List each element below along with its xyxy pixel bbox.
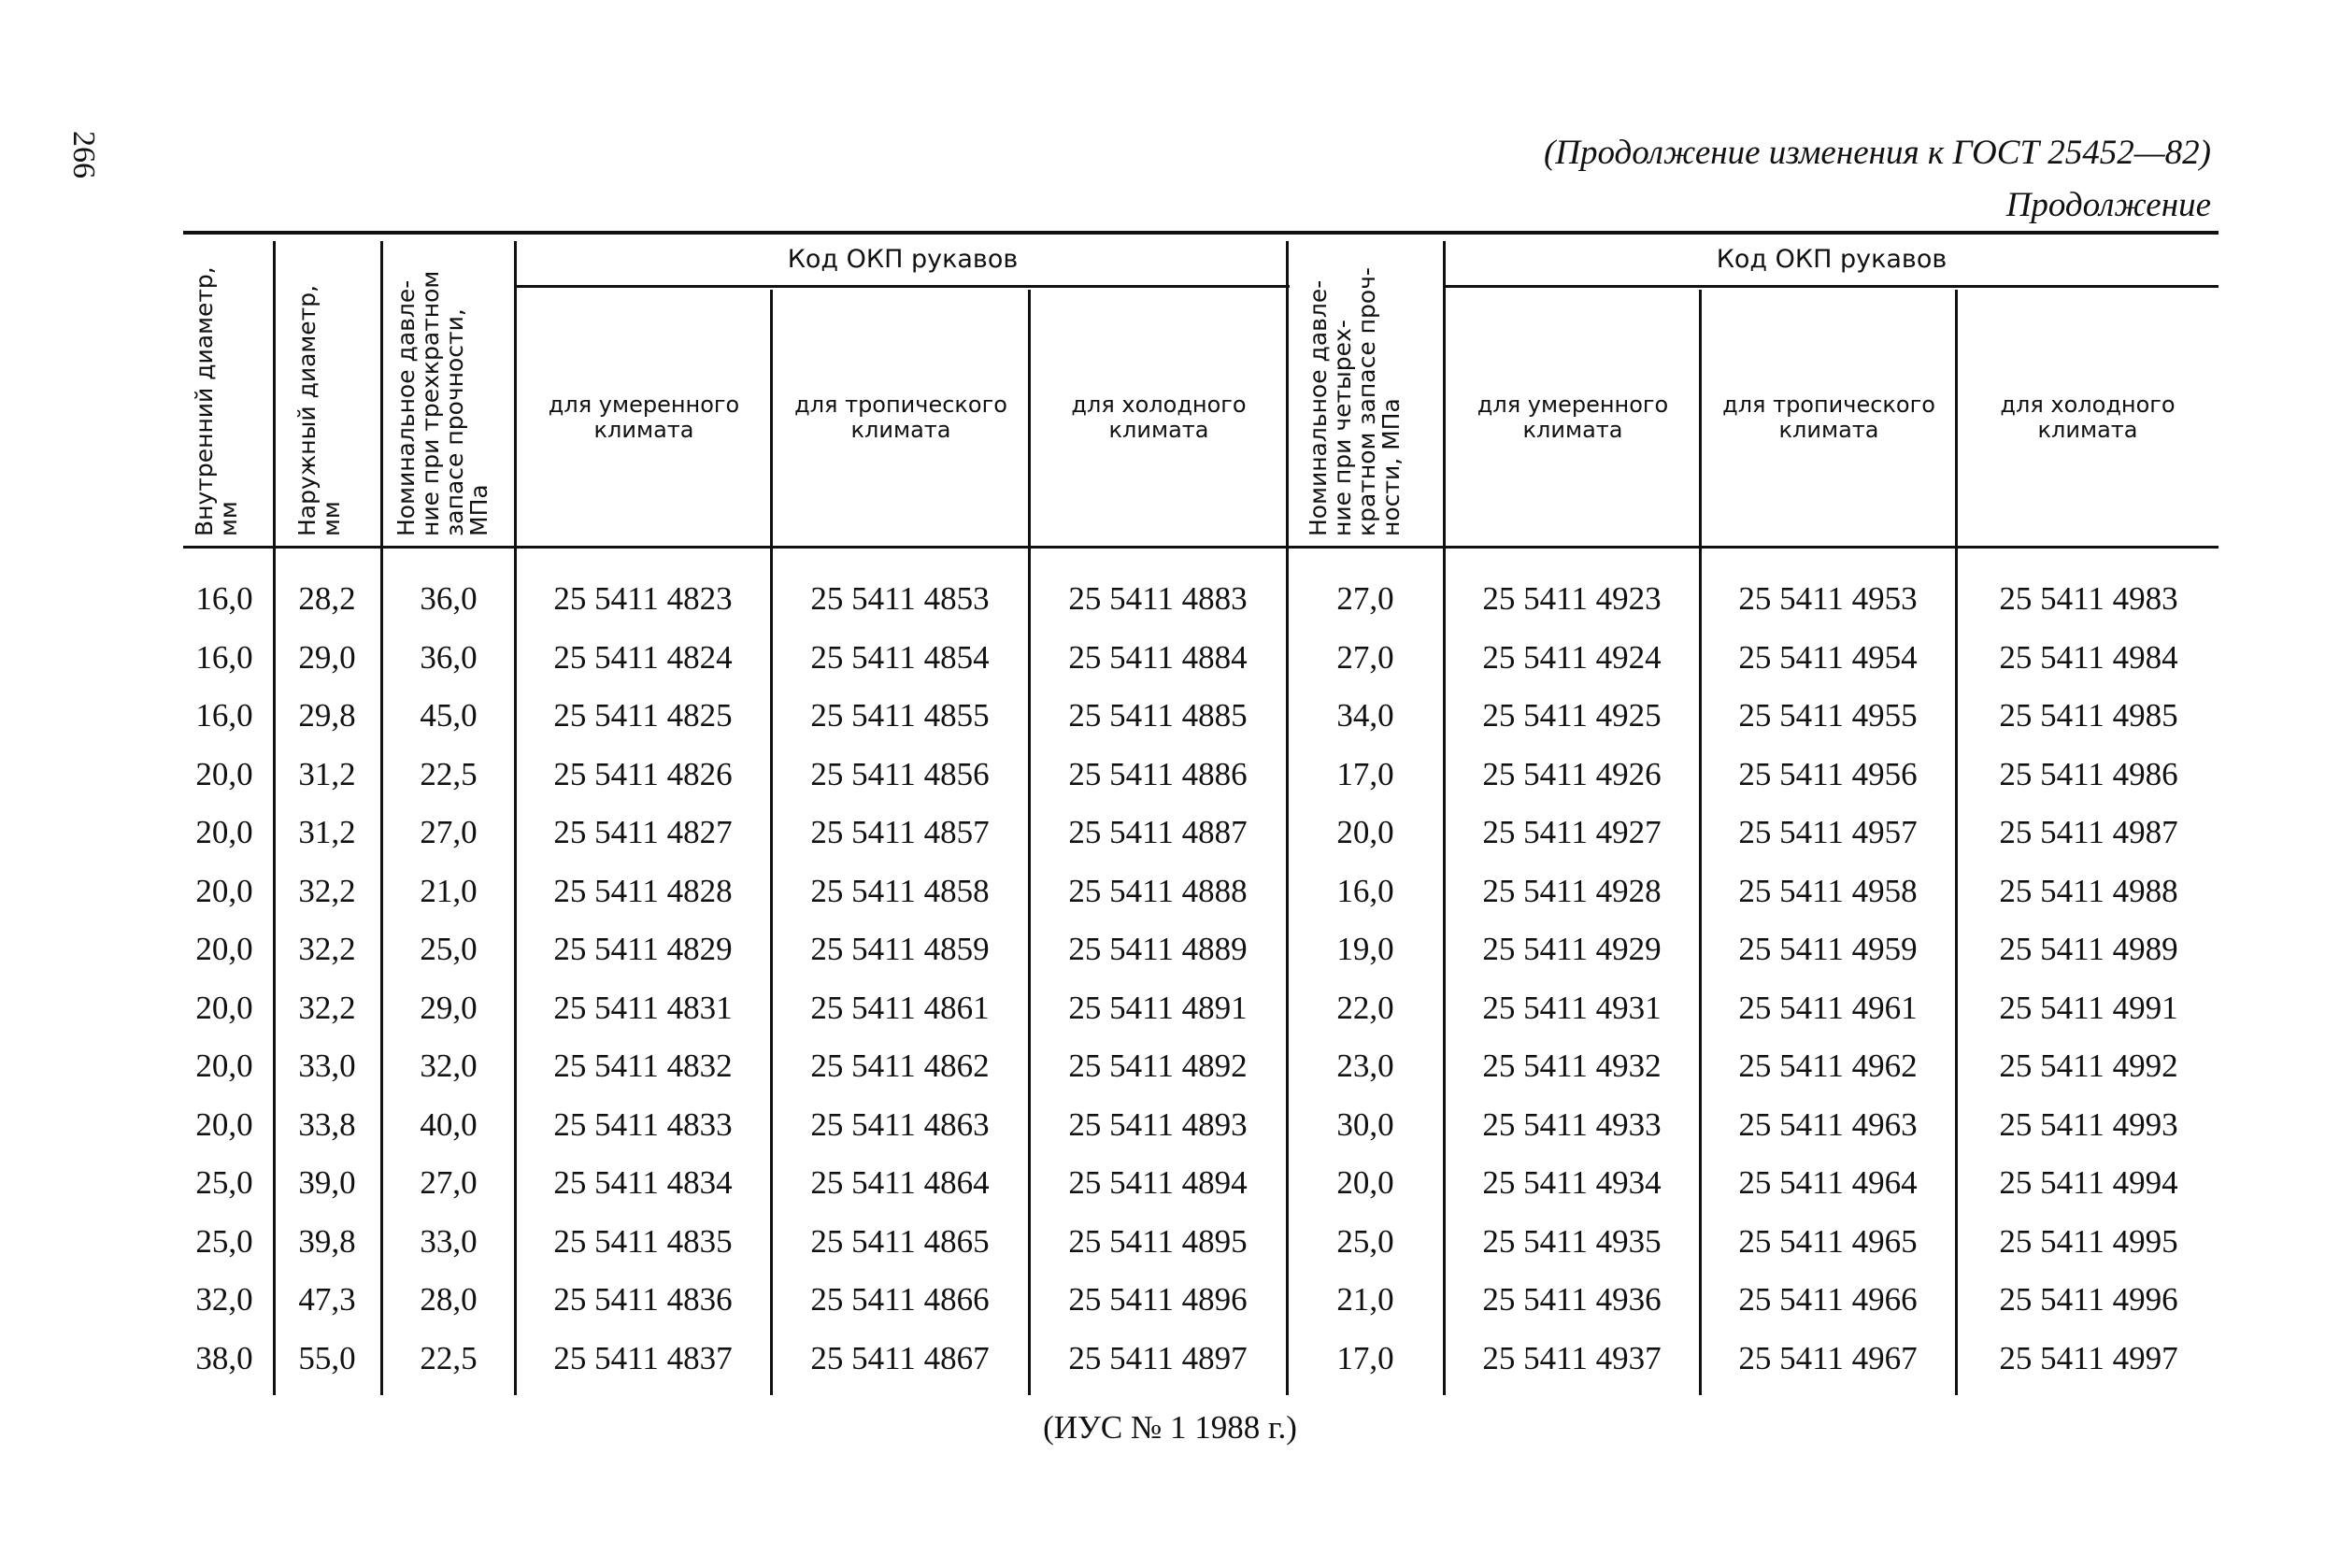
header-okp-group-1: Код ОКП рукавов <box>787 245 1019 274</box>
cell-inner-diameter: 32,0 <box>195 1281 253 1318</box>
cell-outer-diameter: 47,3 <box>298 1281 356 1318</box>
cell-okp-cold-4x: 25 5411 4996 <box>1999 1281 2178 1318</box>
cell-okp-cold-3x: 25 5411 4891 <box>1068 989 1248 1026</box>
cell-okp-tropical-4x: 25 5411 4965 <box>1738 1222 1918 1260</box>
cell-pressure-3x: 45,0 <box>420 697 478 734</box>
cell-okp-cold-4x: 25 5411 4994 <box>1999 1164 2178 1201</box>
header-outer-diameter: Наружный диаметр, мм <box>293 284 345 536</box>
table-row <box>0 1037 2340 1095</box>
cell-outer-diameter: 32,2 <box>298 931 356 967</box>
cell-okp-tropical-4x: 25 5411 4957 <box>1738 814 1918 850</box>
cell-okp-tropical-4x: 25 5411 4967 <box>1738 1339 1918 1376</box>
cell-okp-temperate-3x: 25 5411 4836 <box>553 1281 733 1318</box>
table-row <box>0 1096 2340 1154</box>
header-inner-diameter: Внутренний диаметр, мм <box>191 266 242 536</box>
cell-okp-temperate-4x: 25 5411 4937 <box>1482 1339 1662 1376</box>
cell-okp-tropical-4x: 25 5411 4966 <box>1738 1281 1918 1318</box>
cell-inner-diameter: 20,0 <box>195 814 253 850</box>
cell-pressure-4x: 34,0 <box>1336 697 1394 734</box>
cell-okp-temperate-3x: 25 5411 4825 <box>553 697 733 734</box>
cell-outer-diameter: 31,2 <box>298 814 356 850</box>
cell-outer-diameter: 39,0 <box>298 1164 356 1201</box>
cell-okp-temperate-3x: 25 5411 4827 <box>553 814 733 850</box>
cell-pressure-3x: 22,5 <box>420 1339 478 1376</box>
cell-pressure-4x: 19,0 <box>1336 931 1394 967</box>
group2-sub-rule <box>1445 285 2219 288</box>
cell-okp-temperate-3x: 25 5411 4823 <box>553 580 733 617</box>
cell-pressure-3x: 40,0 <box>420 1105 478 1143</box>
cell-okp-temperate-3x: 25 5411 4834 <box>553 1164 733 1201</box>
cell-okp-cold-3x: 25 5411 4893 <box>1068 1105 1248 1143</box>
cell-inner-diameter: 25,0 <box>195 1164 253 1201</box>
cell-okp-tropical-4x: 25 5411 4954 <box>1738 638 1918 676</box>
cell-okp-tropical-3x: 25 5411 4862 <box>810 1048 990 1084</box>
cell-pressure-4x: 21,0 <box>1336 1281 1394 1318</box>
cell-okp-temperate-4x: 25 5411 4936 <box>1482 1281 1662 1318</box>
cell-outer-diameter: 55,0 <box>298 1339 356 1376</box>
table-row <box>0 1213 2340 1271</box>
cell-okp-temperate-3x: 25 5411 4826 <box>553 755 733 792</box>
cell-okp-temperate-4x: 25 5411 4924 <box>1482 638 1662 676</box>
cell-okp-temperate-3x: 25 5411 4831 <box>553 989 733 1026</box>
cell-okp-cold-3x: 25 5411 4885 <box>1068 697 1248 734</box>
cell-okp-cold-3x: 25 5411 4895 <box>1068 1222 1248 1260</box>
header-pressure-4x: Номинальное давле- ние при четырех- кратном запасе проч- ности, МПа <box>1305 267 1405 536</box>
table-row <box>0 920 2340 978</box>
cell-okp-tropical-3x: 25 5411 4865 <box>810 1222 990 1260</box>
header-cold-2: для холодного климата <box>2000 392 2176 443</box>
cell-inner-diameter: 16,0 <box>195 638 253 676</box>
cell-inner-diameter: 20,0 <box>195 1048 253 1084</box>
cell-okp-cold-4x: 25 5411 4989 <box>1999 931 2178 967</box>
page-number: 266 <box>66 131 101 178</box>
cell-pressure-4x: 20,0 <box>1336 814 1394 850</box>
cell-outer-diameter: 28,2 <box>298 580 356 617</box>
document-title: (Продолжение изменения к ГОСТ 25452—82) <box>1543 134 2211 172</box>
table-row <box>0 862 2340 920</box>
cell-okp-temperate-4x: 25 5411 4923 <box>1482 580 1662 617</box>
cell-inner-diameter: 20,0 <box>195 1105 253 1143</box>
cell-outer-diameter: 31,2 <box>298 755 356 792</box>
cell-okp-temperate-3x: 25 5411 4829 <box>553 931 733 967</box>
cell-okp-cold-4x: 25 5411 4995 <box>1999 1222 2178 1260</box>
cell-okp-temperate-4x: 25 5411 4931 <box>1482 989 1662 1026</box>
cell-okp-cold-4x: 25 5411 4985 <box>1999 697 2178 734</box>
footer-note: (ИУС № 1 1988 г.) <box>1043 1409 1297 1446</box>
cell-pressure-4x: 16,0 <box>1336 872 1394 909</box>
cell-pressure-4x: 25,0 <box>1336 1222 1394 1260</box>
cell-okp-tropical-4x: 25 5411 4963 <box>1738 1105 1918 1143</box>
cell-inner-diameter: 16,0 <box>195 697 253 734</box>
cell-okp-cold-3x: 25 5411 4894 <box>1068 1164 1248 1201</box>
cell-pressure-4x: 30,0 <box>1336 1105 1394 1143</box>
cell-okp-tropical-3x: 25 5411 4858 <box>810 872 990 909</box>
cell-inner-diameter: 20,0 <box>195 931 253 967</box>
cell-okp-temperate-4x: 25 5411 4932 <box>1482 1048 1662 1084</box>
cell-okp-cold-4x: 25 5411 4992 <box>1999 1048 2178 1084</box>
cell-pressure-4x: 20,0 <box>1336 1164 1394 1201</box>
table-row <box>0 804 2340 862</box>
cell-outer-diameter: 29,8 <box>298 697 356 734</box>
cell-pressure-3x: 36,0 <box>420 580 478 617</box>
cell-pressure-4x: 17,0 <box>1336 755 1394 792</box>
cell-okp-cold-4x: 25 5411 4984 <box>1999 638 2178 676</box>
cell-okp-cold-3x: 25 5411 4883 <box>1068 580 1248 617</box>
cell-okp-cold-3x: 25 5411 4887 <box>1068 814 1248 850</box>
cell-okp-tropical-3x: 25 5411 4867 <box>810 1339 990 1376</box>
cell-pressure-4x: 22,0 <box>1336 989 1394 1026</box>
cell-okp-tropical-3x: 25 5411 4863 <box>810 1105 990 1143</box>
cell-okp-tropical-4x: 25 5411 4958 <box>1738 872 1918 909</box>
cell-outer-diameter: 33,0 <box>298 1048 356 1084</box>
cell-pressure-4x: 23,0 <box>1336 1048 1394 1084</box>
cell-okp-tropical-3x: 25 5411 4866 <box>810 1281 990 1318</box>
header-tropical-2: для тропического климата <box>1722 392 1935 443</box>
cell-okp-temperate-3x: 25 5411 4832 <box>553 1048 733 1084</box>
cell-inner-diameter: 38,0 <box>195 1339 253 1376</box>
cell-okp-cold-3x: 25 5411 4888 <box>1068 872 1248 909</box>
header-tropical-1: для тропического климата <box>794 392 1007 443</box>
cell-pressure-3x: 28,0 <box>420 1281 478 1318</box>
cell-pressure-3x: 32,0 <box>420 1048 478 1084</box>
cell-okp-temperate-4x: 25 5411 4928 <box>1482 872 1662 909</box>
cell-outer-diameter: 39,8 <box>298 1222 356 1260</box>
cell-okp-cold-3x: 25 5411 4889 <box>1068 931 1248 967</box>
cell-pressure-3x: 21,0 <box>420 872 478 909</box>
cell-pressure-3x: 25,0 <box>420 931 478 967</box>
cell-okp-temperate-4x: 25 5411 4926 <box>1482 755 1662 792</box>
cell-okp-cold-4x: 25 5411 4987 <box>1999 814 2178 850</box>
cell-okp-cold-3x: 25 5411 4892 <box>1068 1048 1248 1084</box>
cell-inner-diameter: 20,0 <box>195 989 253 1026</box>
cell-okp-tropical-4x: 25 5411 4959 <box>1738 931 1918 967</box>
cell-okp-cold-4x: 25 5411 4988 <box>1999 872 2178 909</box>
cell-pressure-4x: 27,0 <box>1336 580 1394 617</box>
table-row <box>0 1271 2340 1329</box>
cell-inner-diameter: 16,0 <box>195 580 253 617</box>
cell-okp-tropical-3x: 25 5411 4859 <box>810 931 990 967</box>
table-row <box>0 629 2340 687</box>
cell-okp-temperate-3x: 25 5411 4828 <box>553 872 733 909</box>
table-row <box>0 570 2340 628</box>
cell-okp-tropical-3x: 25 5411 4853 <box>810 580 990 617</box>
cell-outer-diameter: 32,2 <box>298 989 356 1026</box>
cell-okp-tropical-3x: 25 5411 4857 <box>810 814 990 850</box>
cell-okp-temperate-3x: 25 5411 4835 <box>553 1222 733 1260</box>
cell-okp-tropical-3x: 25 5411 4855 <box>810 697 990 734</box>
cell-okp-temperate-3x: 25 5411 4824 <box>553 638 733 676</box>
cell-okp-temperate-4x: 25 5411 4927 <box>1482 814 1662 850</box>
cell-inner-diameter: 20,0 <box>195 755 253 792</box>
cell-okp-tropical-3x: 25 5411 4861 <box>810 989 990 1026</box>
cell-okp-cold-4x: 25 5411 4997 <box>1999 1339 2178 1376</box>
cell-okp-temperate-4x: 25 5411 4933 <box>1482 1105 1662 1143</box>
cell-okp-cold-3x: 25 5411 4886 <box>1068 755 1248 792</box>
header-cold-1: для холодного климата <box>1071 392 1247 443</box>
header-temperate-2: для умеренного климата <box>1477 392 1669 443</box>
table-row <box>0 687 2340 745</box>
cell-okp-cold-4x: 25 5411 4986 <box>1999 755 2178 792</box>
header-pressure-3x: Номинальное давле- ние при трехкратном запасе прочности, МПа <box>392 270 492 536</box>
cell-okp-tropical-4x: 25 5411 4953 <box>1738 580 1918 617</box>
table-row <box>0 1330 2340 1388</box>
cell-inner-diameter: 25,0 <box>195 1222 253 1260</box>
cell-okp-temperate-4x: 25 5411 4925 <box>1482 697 1662 734</box>
cell-okp-cold-4x: 25 5411 4991 <box>1999 989 2178 1026</box>
cell-okp-cold-4x: 25 5411 4993 <box>1999 1105 2178 1143</box>
cell-pressure-3x: 27,0 <box>420 1164 478 1201</box>
cell-okp-tropical-3x: 25 5411 4856 <box>810 755 990 792</box>
cell-pressure-4x: 17,0 <box>1336 1339 1394 1376</box>
cell-okp-tropical-3x: 25 5411 4854 <box>810 638 990 676</box>
table-row <box>0 746 2340 804</box>
cell-okp-cold-3x: 25 5411 4896 <box>1068 1281 1248 1318</box>
cell-okp-cold-3x: 25 5411 4897 <box>1068 1339 1248 1376</box>
cell-okp-cold-3x: 25 5411 4884 <box>1068 638 1248 676</box>
cell-outer-diameter: 32,2 <box>298 872 356 909</box>
table-row <box>0 979 2340 1037</box>
header-temperate-1: для умеренного климата <box>548 392 740 443</box>
cell-okp-temperate-3x: 25 5411 4837 <box>553 1339 733 1376</box>
cell-okp-tropical-3x: 25 5411 4864 <box>810 1164 990 1201</box>
header-okp-group-2: Код ОКП рукавов <box>1716 245 1948 274</box>
cell-pressure-4x: 27,0 <box>1336 638 1394 676</box>
cell-okp-tropical-4x: 25 5411 4964 <box>1738 1164 1918 1201</box>
cell-okp-temperate-4x: 25 5411 4934 <box>1482 1164 1662 1201</box>
table-top-rule <box>183 231 2219 235</box>
cell-outer-diameter: 33,8 <box>298 1105 356 1143</box>
cell-okp-cold-4x: 25 5411 4983 <box>1999 580 2178 617</box>
cell-pressure-3x: 33,0 <box>420 1222 478 1260</box>
cell-pressure-3x: 22,5 <box>420 755 478 792</box>
cell-pressure-3x: 36,0 <box>420 638 478 676</box>
continuation-label: Продолжение <box>2005 186 2211 224</box>
cell-pressure-3x: 27,0 <box>420 814 478 850</box>
cell-okp-tropical-4x: 25 5411 4956 <box>1738 755 1918 792</box>
cell-inner-diameter: 20,0 <box>195 872 253 909</box>
cell-okp-temperate-4x: 25 5411 4929 <box>1482 931 1662 967</box>
cell-pressure-3x: 29,0 <box>420 989 478 1026</box>
cell-outer-diameter: 29,0 <box>298 638 356 676</box>
cell-okp-tropical-4x: 25 5411 4955 <box>1738 697 1918 734</box>
group1-sub-rule <box>516 285 1290 288</box>
cell-okp-temperate-3x: 25 5411 4833 <box>553 1105 733 1143</box>
header-bottom-rule <box>183 546 2219 549</box>
cell-okp-tropical-4x: 25 5411 4962 <box>1738 1048 1918 1084</box>
cell-okp-temperate-4x: 25 5411 4935 <box>1482 1222 1662 1260</box>
cell-okp-tropical-4x: 25 5411 4961 <box>1738 989 1918 1026</box>
table-row <box>0 1154 2340 1212</box>
